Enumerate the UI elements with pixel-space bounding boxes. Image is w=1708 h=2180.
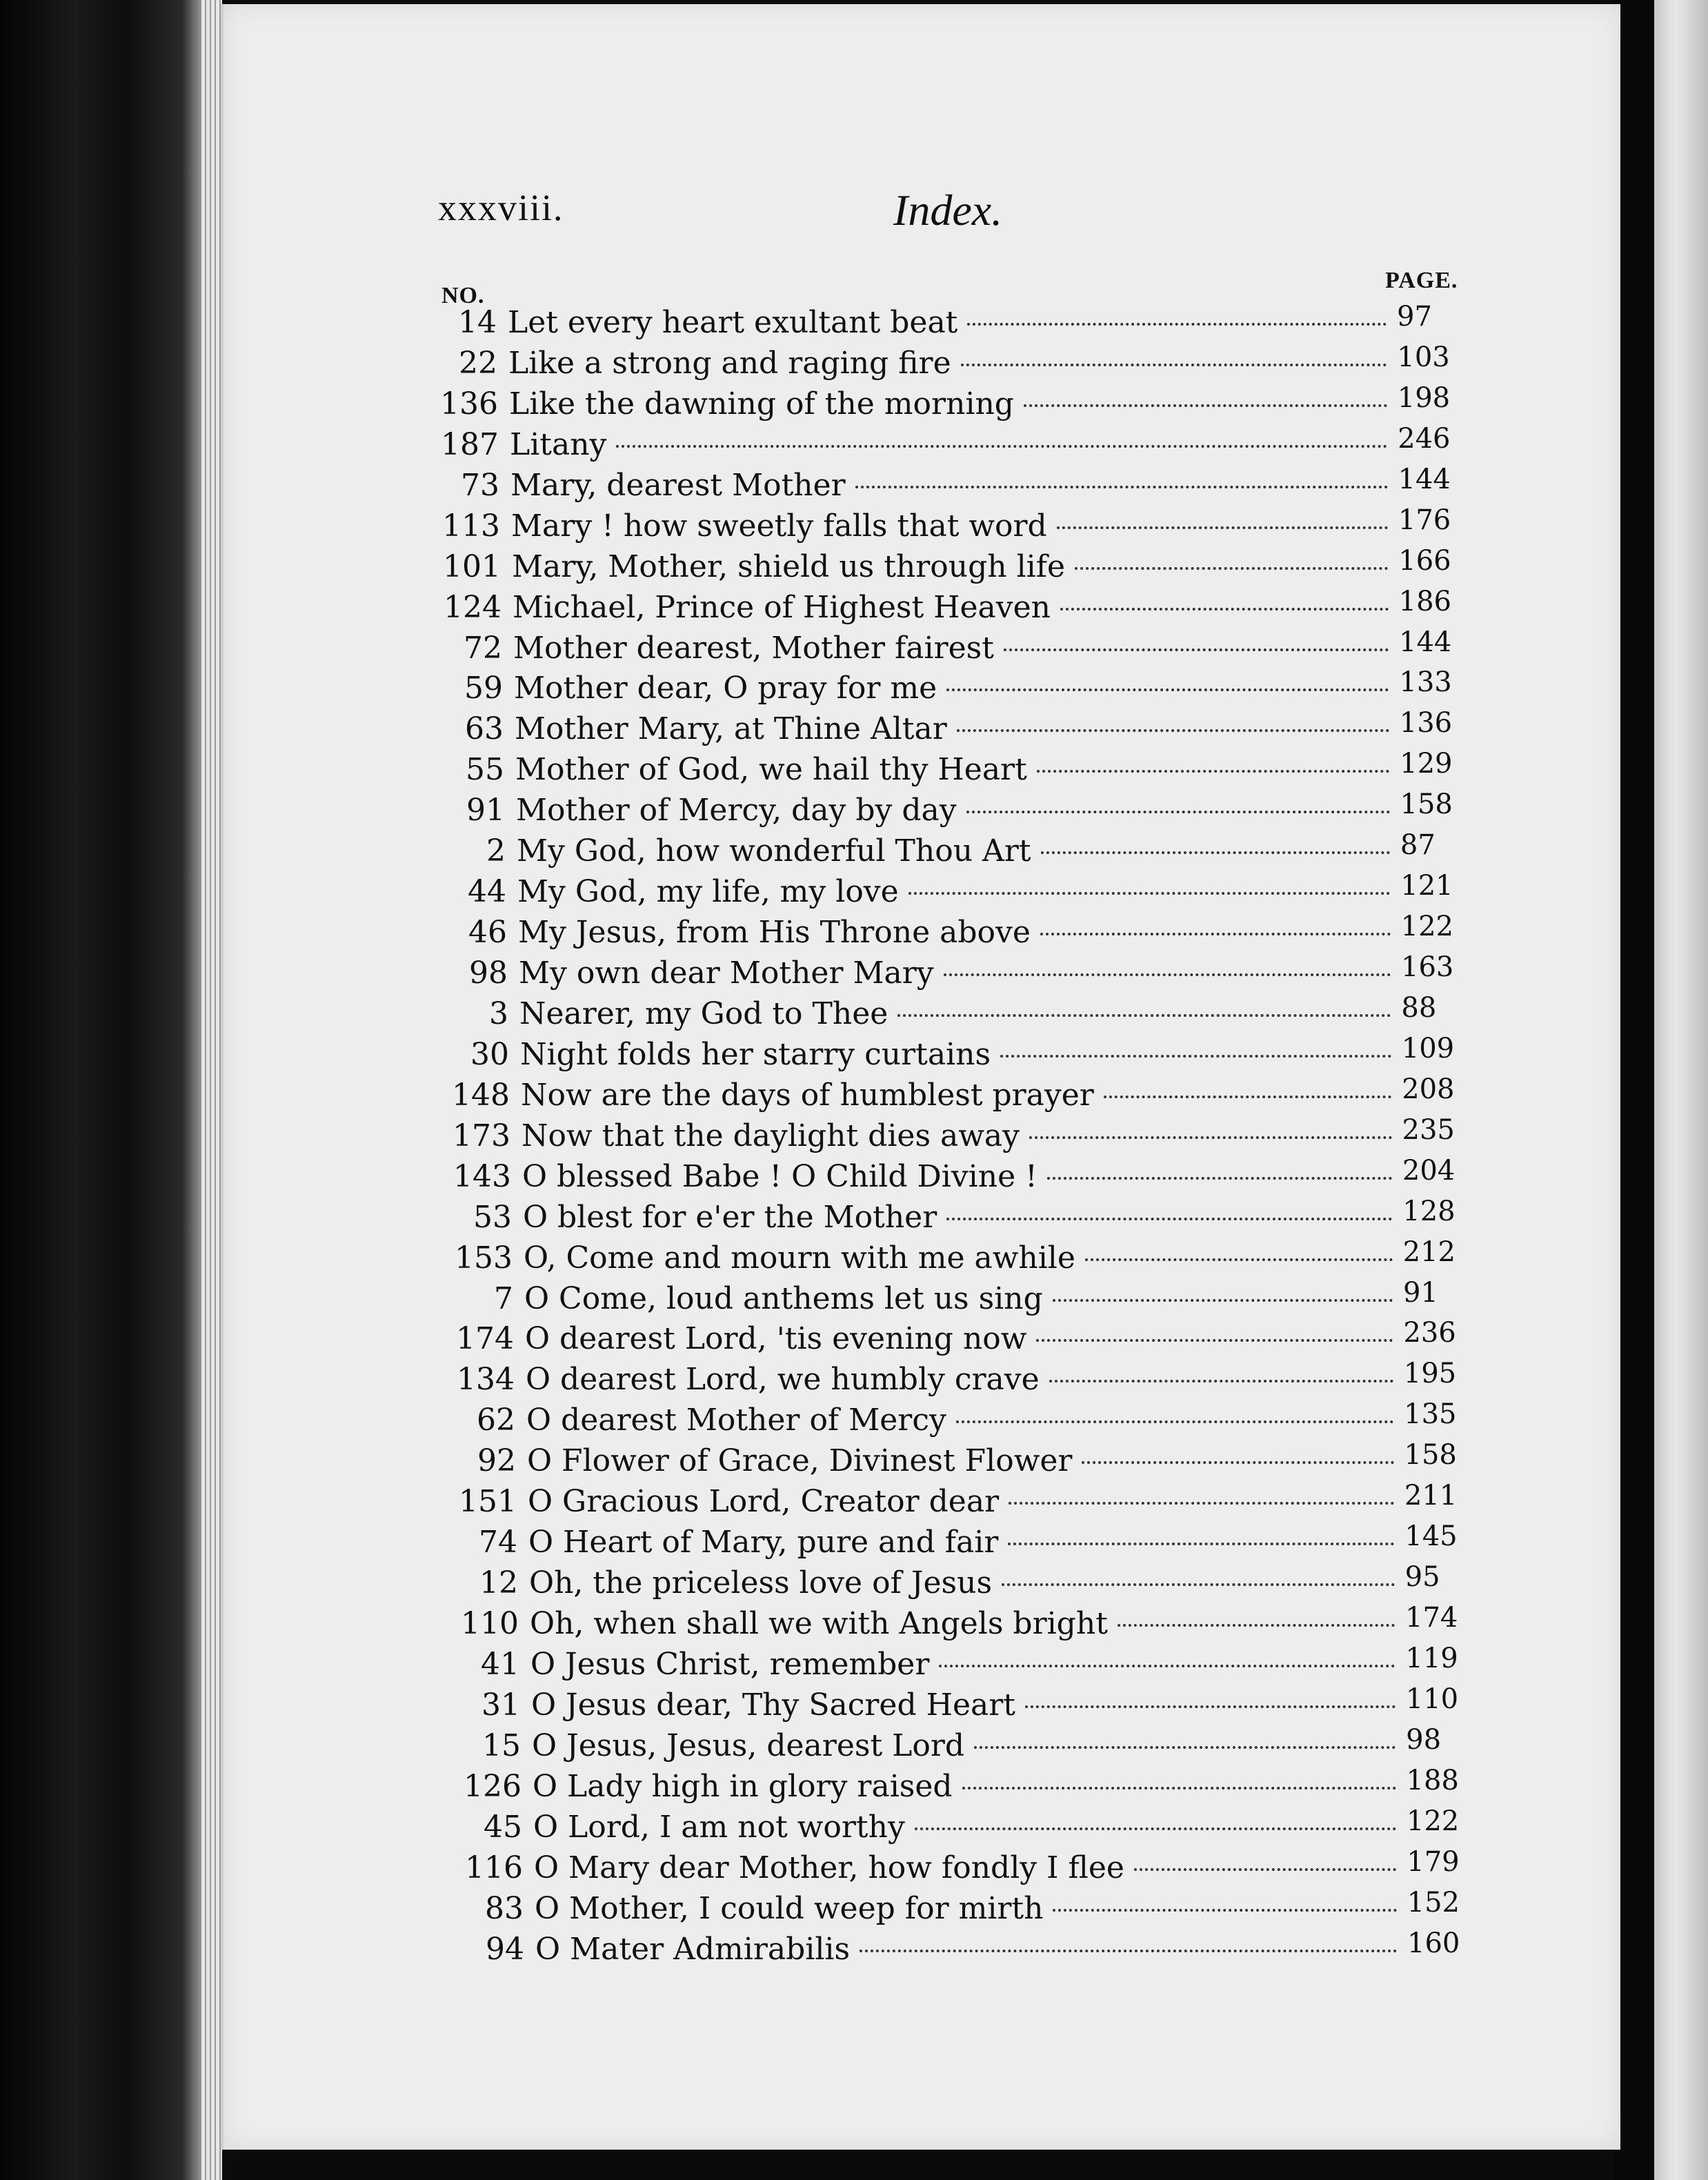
entry-title: O Gracious Lord, Creator dear (528, 1484, 1000, 1520)
index-entry (0, 545, 1708, 586)
entry-row (524, 1281, 1400, 1317)
entry-title: Night folds her starry curtains (520, 1036, 991, 1072)
entry-number: 2 (486, 833, 506, 869)
entry-title: O Jesus Christ, remember (530, 1646, 930, 1682)
index-entry (0, 586, 1708, 626)
leader-dots (1004, 648, 1389, 651)
entry-row (529, 1565, 1402, 1601)
leader-dots (1060, 608, 1389, 611)
entry-row (524, 1240, 1400, 1276)
entry-page-number: 145 (1404, 1520, 1458, 1553)
entry-page-number: 128 (1402, 1195, 1456, 1227)
entry-title: O Come, loud anthems let us sing (524, 1280, 1043, 1316)
entry-row (535, 1932, 1404, 1968)
entry-number: 134 (457, 1362, 515, 1398)
entry-number: 98 (469, 955, 508, 991)
index-entry (0, 1073, 1708, 1114)
entry-row (532, 1728, 1402, 1764)
entry-number: 187 (441, 426, 499, 462)
entry-row (508, 305, 1393, 341)
leader-dots (1082, 1461, 1393, 1464)
entry-number: 45 (484, 1809, 522, 1845)
entry-row (510, 427, 1394, 463)
entry-page-number: 188 (1406, 1764, 1459, 1796)
index-entry (0, 1277, 1708, 1318)
entry-row (530, 1606, 1402, 1642)
entry-page-number: 152 (1407, 1886, 1460, 1919)
entry-number: 53 (473, 1199, 512, 1235)
entry-row (517, 833, 1397, 869)
entry-title: O dearest Lord, we humbly crave (526, 1362, 1040, 1398)
leader-dots (897, 1014, 1391, 1017)
entry-row (518, 915, 1398, 951)
entry-number: 22 (459, 345, 497, 381)
index-entry (0, 1480, 1708, 1520)
entry-row (523, 1200, 1399, 1236)
index-entry (0, 1724, 1708, 1765)
leader-dots (1085, 1258, 1393, 1261)
entry-title: My God, my life, my love (517, 874, 899, 910)
leader-dots (939, 1665, 1395, 1667)
column-header-no: NO. (441, 283, 485, 308)
entry-row (528, 1484, 1401, 1520)
entry-page-number: 109 (1401, 1032, 1455, 1064)
index-entry (0, 870, 1708, 911)
entry-title: O blessed Babe ! O Child Divine ! (522, 1158, 1037, 1194)
entry-row (526, 1403, 1400, 1438)
index-entry (0, 1643, 1708, 1683)
entry-page-number: 195 (1403, 1358, 1457, 1390)
entry-title: Mother dear, O pray for me (514, 671, 937, 706)
entry-page-number: 212 (1402, 1236, 1456, 1268)
entry-number: 12 (479, 1565, 518, 1601)
entry-title: Now that the daylight dies away (522, 1118, 1020, 1153)
entry-number: 113 (442, 508, 500, 544)
entry-title: O, Come and mourn with me awhile (524, 1240, 1075, 1276)
leader-dots (1000, 1055, 1391, 1058)
entry-number: 91 (466, 793, 505, 829)
leader-dots (1037, 770, 1389, 773)
index-entry (0, 1236, 1708, 1277)
entry-page-number: 198 (1397, 382, 1451, 414)
entry-title: O Heart of Mary, pure and fair (528, 1525, 999, 1560)
entry-title: Mother of Mercy, day by day (516, 793, 957, 829)
index-entry (0, 911, 1708, 951)
index-entry (0, 707, 1708, 748)
entry-title: Mother of God, we hail thy Heart (515, 752, 1027, 788)
entry-page-number: 129 (1400, 748, 1453, 780)
entry-row (526, 1362, 1400, 1398)
entry-number: 148 (452, 1077, 510, 1113)
index-entry (0, 1358, 1708, 1398)
index-entry (0, 951, 1708, 992)
entry-page-number: 179 (1407, 1845, 1460, 1878)
entry-title: Oh, the priceless love of Jesus (529, 1565, 993, 1601)
entry-row (510, 468, 1395, 504)
entry-row (515, 752, 1396, 788)
entry-title: O dearest Lord, 'tis evening now (525, 1321, 1027, 1357)
entry-number: 44 (468, 874, 506, 910)
index-entry (0, 423, 1708, 464)
entry-number: 15 (482, 1727, 521, 1763)
entry-title: O Jesus, Jesus, dearest Lord (532, 1727, 965, 1763)
entry-row (517, 874, 1397, 910)
index-list (0, 301, 1708, 1968)
entry-page-number: 103 (1397, 341, 1450, 373)
entry-number: 92 (477, 1443, 516, 1479)
entry-number: 151 (459, 1484, 517, 1520)
entry-number: 31 (481, 1687, 520, 1723)
leader-dots (1036, 1339, 1393, 1342)
entry-number: 3 (489, 995, 508, 1031)
entry-title: Oh, when shall we with Angels bright (530, 1606, 1108, 1641)
entry-page-number: 119 (1405, 1642, 1458, 1674)
entry-row (521, 1078, 1398, 1113)
entry-number: 72 (464, 630, 502, 666)
index-entry (0, 626, 1708, 667)
entry-title: Litany (510, 426, 607, 462)
entry-number: 124 (444, 589, 502, 625)
page-title: Index. (893, 186, 1003, 235)
entry-page-number: 121 (1400, 870, 1453, 902)
entry-number: 55 (466, 752, 504, 788)
entry-title: Like the dawning of the morning (509, 386, 1014, 422)
entry-row (513, 631, 1396, 666)
entry-row (520, 1037, 1398, 1073)
index-entry (0, 504, 1708, 545)
entry-title: O Lady high in glory raised (533, 1768, 953, 1804)
entry-row (525, 1321, 1400, 1357)
entry-title: Now are the days of humblest prayer (521, 1077, 1094, 1113)
entry-row (515, 711, 1396, 747)
entry-page-number: 176 (1398, 504, 1451, 536)
entry-row (533, 1769, 1403, 1805)
entry-page-number: 174 (1405, 1602, 1458, 1634)
leader-dots (1049, 1380, 1393, 1383)
leader-dots (616, 445, 1387, 448)
entry-title: Like a strong and raging fire (508, 345, 951, 381)
entry-row (530, 1647, 1402, 1683)
entry-page-number: 235 (1402, 1113, 1455, 1146)
entry-title: Mary, Mother, shield us through life (512, 548, 1066, 584)
entry-number: 73 (461, 467, 499, 503)
entry-number: 136 (440, 386, 498, 422)
entry-number: 74 (479, 1525, 517, 1560)
entry-page-number: 163 (1401, 951, 1454, 983)
index-entry (0, 748, 1708, 789)
entry-number: 173 (453, 1118, 510, 1153)
index-entry (0, 1928, 1708, 1968)
leader-dots (966, 811, 1390, 813)
entry-number: 14 (458, 305, 497, 340)
entry-row (512, 549, 1395, 585)
entry-title: Mother dearest, Mother fairest (513, 630, 994, 666)
leader-dots (855, 486, 1388, 488)
entry-page-number: 144 (1399, 626, 1452, 658)
index-entry (0, 1520, 1708, 1561)
entry-title: O Lord, I am not worthy (533, 1809, 905, 1845)
entry-row (522, 1159, 1399, 1195)
entry-page-number: 122 (1400, 911, 1453, 943)
index-entry (0, 1805, 1708, 1846)
leader-dots (956, 1420, 1393, 1423)
entry-title: O Jesus dear, Thy Sacred Heart (531, 1687, 1015, 1723)
leader-dots (1041, 851, 1390, 854)
entry-title: Let every heart exultant beat (508, 305, 958, 340)
entry-page-number: 88 (1401, 991, 1437, 1024)
index-entry (0, 382, 1708, 423)
entry-page-number: 211 (1404, 1480, 1458, 1512)
leader-dots (908, 892, 1391, 895)
entry-title: Mother Mary, at Thine Altar (515, 711, 947, 747)
entry-row (534, 1850, 1403, 1886)
page-folio: xxxviii. (438, 187, 564, 228)
entry-number: 62 (477, 1403, 515, 1438)
leader-dots (944, 973, 1391, 976)
leader-dots (946, 688, 1389, 691)
entry-title: Nearer, my God to Thee (519, 995, 888, 1031)
index-entry (0, 1033, 1708, 1073)
leader-dots (1104, 1096, 1391, 1098)
leader-dots (915, 1827, 1396, 1830)
index-entry (0, 1114, 1708, 1155)
entry-number: 59 (464, 671, 503, 706)
entry-title: O Flower of Grace, Divinest Flower (527, 1443, 1073, 1479)
entry-number: 30 (470, 1036, 509, 1072)
entry-row (513, 590, 1396, 626)
index-entry (0, 1683, 1708, 1724)
entry-number: 153 (455, 1240, 513, 1276)
entry-page-number: 98 (1406, 1723, 1442, 1756)
entry-row (535, 1891, 1404, 1927)
entry-title: O Mater Admirabilis (535, 1931, 851, 1967)
entry-number: 110 (461, 1606, 519, 1641)
entry-row (527, 1443, 1401, 1479)
entry-row (531, 1687, 1402, 1723)
leader-dots (957, 729, 1389, 732)
leader-dots (962, 1787, 1396, 1790)
leader-dots (946, 1218, 1392, 1220)
leader-dots (1118, 1624, 1395, 1627)
entry-row (509, 386, 1394, 422)
index-entry (0, 341, 1708, 382)
entry-page-number: 204 (1402, 1154, 1456, 1187)
entry-title: Michael, Prince of Highest Heaven (513, 589, 1051, 625)
entry-number: 83 (485, 1890, 524, 1926)
entry-page-number: 208 (1402, 1073, 1455, 1105)
leader-dots (974, 1746, 1396, 1749)
leader-dots (1053, 1299, 1393, 1302)
index-entry (0, 1846, 1708, 1887)
entry-page-number: 160 (1407, 1927, 1460, 1959)
leader-dots (1002, 1583, 1395, 1586)
index-entry (0, 1398, 1708, 1439)
index-entry (0, 1317, 1708, 1358)
leader-dots (1053, 1909, 1396, 1912)
leader-dots (860, 1950, 1397, 1952)
entry-page-number: 97 (1397, 301, 1432, 333)
entry-number: 46 (468, 915, 507, 951)
entry-number: 101 (443, 548, 501, 584)
entry-row (511, 508, 1395, 544)
entry-number: 94 (486, 1931, 524, 1967)
entry-row (533, 1810, 1403, 1845)
entry-number: 116 (465, 1850, 523, 1885)
entry-number: 126 (464, 1768, 522, 1804)
entry-title: Mary, dearest Mother (510, 467, 846, 503)
leader-dots (1075, 567, 1388, 570)
index-entry (0, 1765, 1708, 1805)
entry-page-number: 158 (1404, 1439, 1457, 1472)
entry-row (514, 671, 1396, 706)
index-entry (0, 301, 1708, 341)
index-entry (0, 992, 1708, 1033)
leader-dots (1134, 1868, 1396, 1871)
entry-page-number: 122 (1406, 1805, 1460, 1837)
leader-dots (1024, 404, 1387, 407)
entry-number: 7 (494, 1280, 513, 1316)
entry-page-number: 91 (1403, 1276, 1438, 1309)
entry-page-number: 158 (1400, 789, 1453, 821)
index-entry (0, 1439, 1708, 1480)
column-header-page: PAGE. (1385, 268, 1458, 293)
entry-title: My Jesus, from His Throne above (518, 915, 1031, 951)
leader-dots (1029, 1136, 1391, 1139)
entry-title: Mary ! how sweetly falls that word (511, 508, 1047, 544)
entry-page-number: 166 (1398, 544, 1451, 577)
index-entry (0, 464, 1708, 504)
entry-row (522, 1118, 1399, 1154)
leader-dots (1008, 1543, 1394, 1545)
entry-title: O Mary dear Mother, how fondly I flee (534, 1850, 1124, 1885)
entry-title: O Mother, I could weep for mirth (535, 1890, 1044, 1926)
index-entry (0, 1887, 1708, 1928)
index-entry (0, 829, 1708, 870)
entry-row (508, 346, 1393, 382)
entry-page-number: 95 (1404, 1561, 1440, 1594)
leader-dots (1057, 526, 1388, 529)
entry-number: 143 (453, 1158, 511, 1194)
entry-title: O blest for e'er the Mother (523, 1199, 937, 1235)
entry-page-number: 133 (1399, 666, 1452, 699)
leader-dots (961, 364, 1387, 366)
entry-page-number: 136 (1399, 707, 1453, 740)
entry-row (528, 1525, 1401, 1560)
index-entry (0, 666, 1708, 707)
index-entry (0, 1155, 1708, 1196)
index-entry (0, 1196, 1708, 1236)
entry-number: 174 (456, 1321, 514, 1357)
index-entry (0, 789, 1708, 829)
entry-page-number: 236 (1403, 1317, 1456, 1349)
entry-page-number: 87 (1400, 829, 1436, 862)
entry-row (516, 793, 1397, 829)
entry-number: 63 (465, 711, 504, 747)
entry-page-number: 246 (1398, 422, 1451, 455)
entry-page-number: 110 (1405, 1683, 1459, 1715)
index-entry (0, 1561, 1708, 1602)
entry-page-number: 135 (1404, 1398, 1457, 1431)
leader-dots (967, 323, 1387, 326)
entry-title: O dearest Mother of Mercy (526, 1403, 946, 1438)
entry-row (519, 955, 1398, 991)
leader-dots (1047, 1177, 1392, 1180)
index-entry (0, 1602, 1708, 1643)
entry-page-number: 186 (1398, 585, 1451, 617)
leader-dots (1025, 1705, 1396, 1708)
entry-number: 41 (481, 1646, 519, 1682)
entry-title: My own dear Mother Mary (519, 955, 934, 991)
leader-dots (1009, 1502, 1394, 1505)
leader-dots (1040, 933, 1391, 935)
entry-title: My God, how wonderful Thou Art (517, 833, 1031, 869)
entry-page-number: 144 (1398, 463, 1451, 495)
entry-row (519, 996, 1398, 1032)
